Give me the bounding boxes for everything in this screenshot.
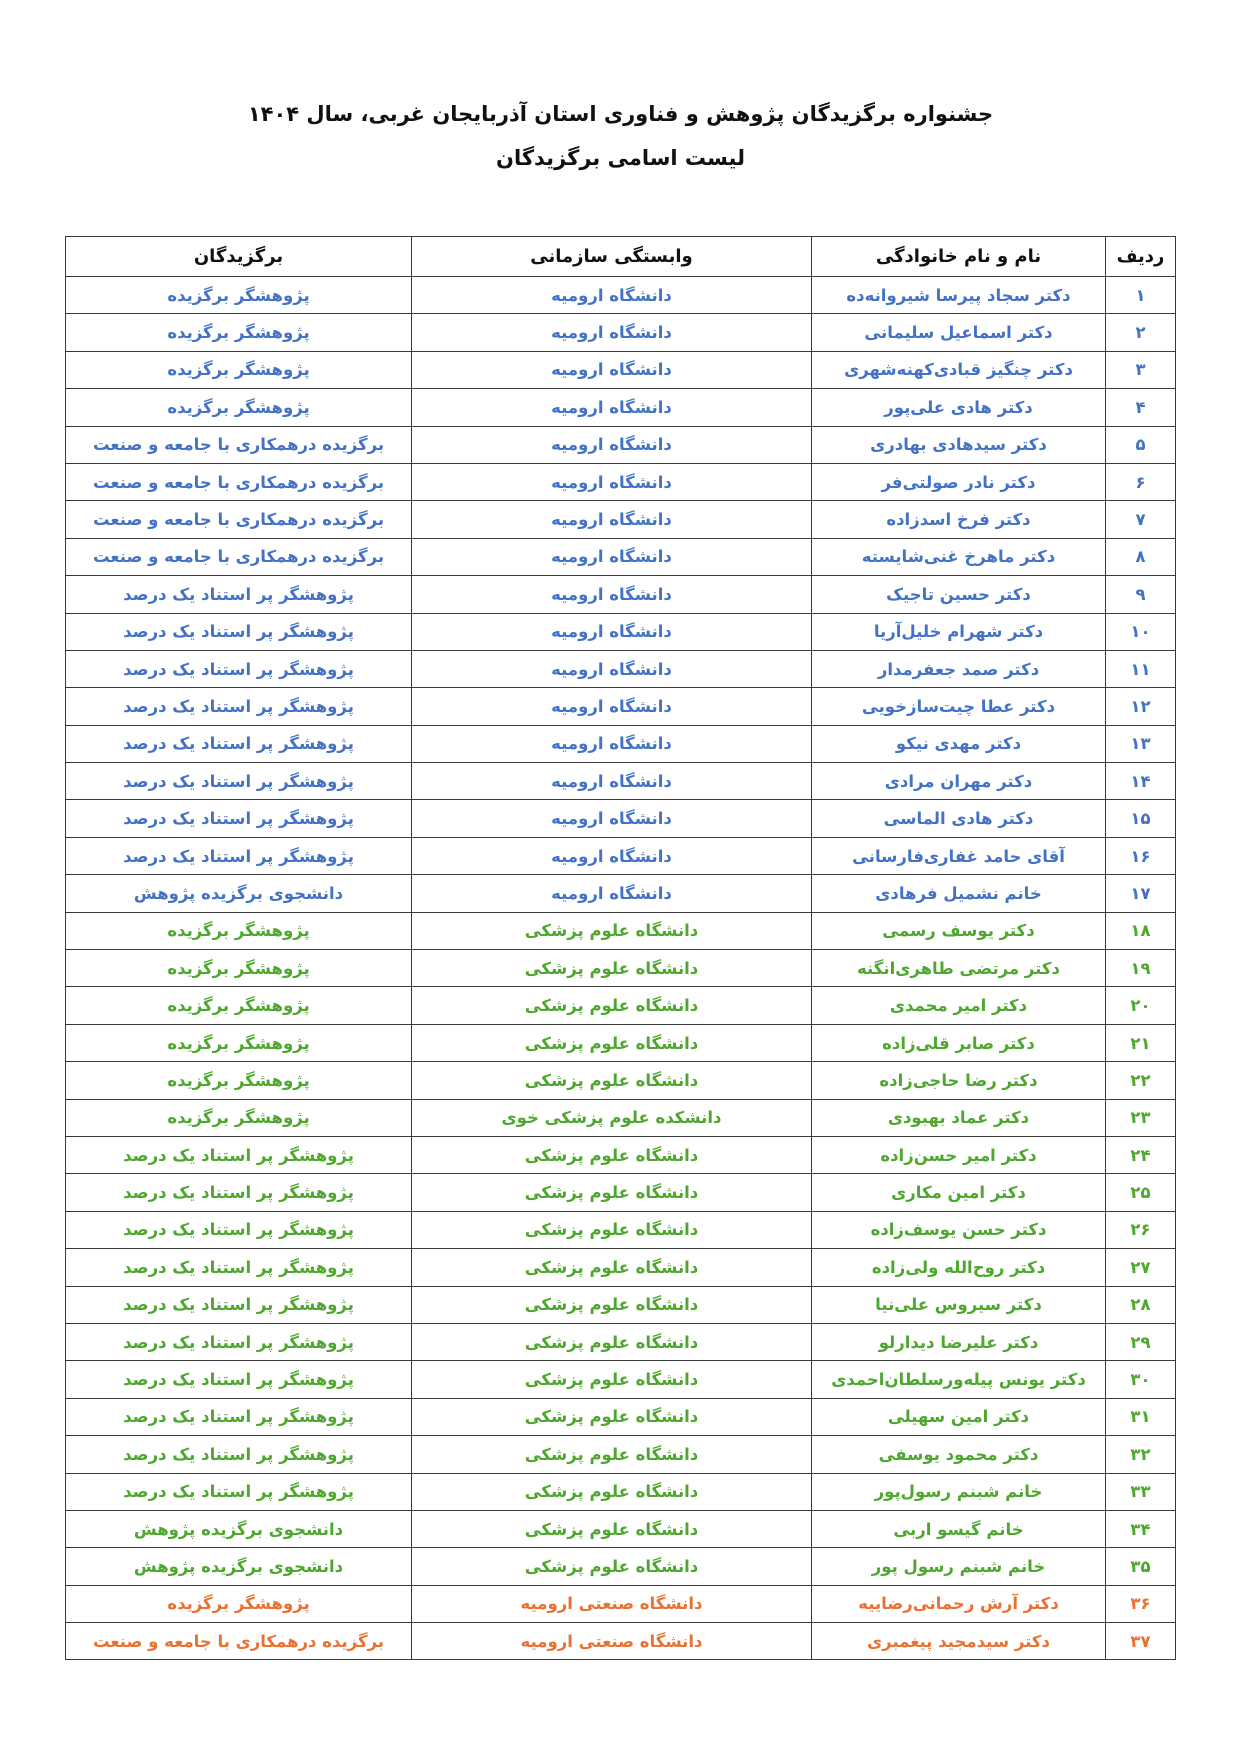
table-row <box>66 501 1176 538</box>
row-name-cell: دکتر امیر حسن‌زاده <box>812 1136 1106 1173</box>
table-row <box>66 837 1176 874</box>
table-row <box>66 1249 1176 1286</box>
row-award-cell: پژوهشگر پر استناد یک درصد <box>66 1323 412 1360</box>
table-row <box>66 1323 1176 1360</box>
column-header-index: ردیف <box>1106 237 1176 277</box>
row-index-cell: ۵ <box>1106 426 1176 463</box>
table-row <box>66 1211 1176 1248</box>
row-organization-cell: دانشگاه علوم پزشکی <box>412 1211 812 1248</box>
row-organization-cell: دانشگاه ارومیه <box>412 837 812 874</box>
row-organization-cell: دانشگاه علوم پزشکی <box>412 1024 812 1061</box>
row-name-cell: دکتر سیدهادی بهادری <box>812 426 1106 463</box>
row-organization-cell: دانشگاه علوم پزشکی <box>412 987 812 1024</box>
row-organization-cell: دانشگاه ارومیه <box>412 351 812 388</box>
row-index-cell: ۱۵ <box>1106 800 1176 837</box>
row-organization-cell: دانشگاه ارومیه <box>412 763 812 800</box>
table-row <box>66 1548 1176 1585</box>
row-award-cell: پژوهشگر پر استناد یک درصد <box>66 650 412 687</box>
row-award-cell: برگزیده درهمکاری با جامعه و صنعت <box>66 426 412 463</box>
row-name-cell: دکتر امین مکاری <box>812 1174 1106 1211</box>
row-name-cell: آقای حامد غفاری‌فارسانی <box>812 837 1106 874</box>
row-index-cell: ۳۶ <box>1106 1585 1176 1622</box>
row-index-cell: ۱ <box>1106 277 1176 314</box>
table-row <box>66 800 1176 837</box>
table-row <box>66 613 1176 650</box>
row-name-cell: دکتر هادی الماسی <box>812 800 1106 837</box>
row-award-cell: پژوهشگر برگزیده <box>66 912 412 949</box>
row-index-cell: ۶ <box>1106 463 1176 500</box>
row-award-cell: پژوهشگر پر استناد یک درصد <box>66 1211 412 1248</box>
row-name-cell: دکتر مهدی نیکو <box>812 725 1106 762</box>
row-award-cell: برگزیده درهمکاری با جامعه و صنعت <box>66 538 412 575</box>
table-row <box>66 1062 1176 1099</box>
row-award-cell: پژوهشگر پر استناد یک درصد <box>66 1361 412 1398</box>
row-award-cell: پژوهشگر پر استناد یک درصد <box>66 1286 412 1323</box>
row-name-cell: دکتر رضا حاجی‌زاده <box>812 1062 1106 1099</box>
row-index-cell: ۳۳ <box>1106 1473 1176 1510</box>
row-award-cell: پژوهشگر برگزیده <box>66 1585 412 1622</box>
column-header-award: برگزیدگان <box>66 237 412 277</box>
row-name-cell: دکتر سجاد پیرسا شیروانه‌ده <box>812 277 1106 314</box>
row-award-cell: پژوهشگر برگزیده <box>66 314 412 351</box>
table-row <box>66 688 1176 725</box>
row-award-cell: پژوهشگر پر استناد یک درصد <box>66 725 412 762</box>
row-organization-cell: دانشگاه علوم پزشکی <box>412 1510 812 1547</box>
column-header-name: نام و نام خانوادگی <box>812 237 1106 277</box>
row-index-cell: ۱۷ <box>1106 875 1176 912</box>
row-name-cell: دکتر یونس پیله‌ورسلطان‌احمدی <box>812 1361 1106 1398</box>
column-header-organization: وابستگی سازمانی <box>412 237 812 277</box>
row-name-cell: دکتر حسن یوسف‌زاده <box>812 1211 1106 1248</box>
table-body <box>66 277 1176 1660</box>
row-award-cell: پژوهشگر پر استناد یک درصد <box>66 763 412 800</box>
row-name-cell: دکتر چنگیز قبادی‌کهنه‌شهری <box>812 351 1106 388</box>
row-name-cell: دکتر عطا چیت‌سازخویی <box>812 688 1106 725</box>
table-row <box>66 538 1176 575</box>
table-row <box>66 987 1176 1024</box>
row-index-cell: ۲۸ <box>1106 1286 1176 1323</box>
table-row <box>66 1361 1176 1398</box>
row-award-cell: برگزیده درهمکاری با جامعه و صنعت <box>66 501 412 538</box>
row-name-cell: دکتر شهرام خلیل‌آریا <box>812 613 1106 650</box>
table-row <box>66 277 1176 314</box>
table-row <box>66 1136 1176 1173</box>
row-award-cell: پژوهشگر پر استناد یک درصد <box>66 1398 412 1435</box>
row-organization-cell: دانشگاه ارومیه <box>412 875 812 912</box>
row-award-cell: پژوهشگر برگزیده <box>66 351 412 388</box>
table-row <box>66 1398 1176 1435</box>
row-organization-cell: دانشگاه ارومیه <box>412 389 812 426</box>
row-award-cell: دانشجوی برگزیده پژوهش <box>66 875 412 912</box>
row-organization-cell: دانشگاه علوم پزشکی <box>412 1286 812 1323</box>
row-index-cell: ۸ <box>1106 538 1176 575</box>
row-name-cell: دکتر سیدمجید پیغمبری <box>812 1623 1106 1660</box>
row-index-cell: ۱۰ <box>1106 613 1176 650</box>
row-award-cell: پژوهشگر پر استناد یک درصد <box>66 1249 412 1286</box>
table-row <box>66 463 1176 500</box>
row-index-cell: ۳۲ <box>1106 1436 1176 1473</box>
row-award-cell: برگزیده درهمکاری با جامعه و صنعت <box>66 463 412 500</box>
row-index-cell: ۱۱ <box>1106 650 1176 687</box>
row-award-cell: دانشجوی برگزیده پژوهش <box>66 1510 412 1547</box>
table-row <box>66 1024 1176 1061</box>
table-header-row <box>66 237 1176 277</box>
row-organization-cell: دانشگاه ارومیه <box>412 800 812 837</box>
row-name-cell: دکتر محمود یوسفی <box>812 1436 1106 1473</box>
row-name-cell: دکتر امیر محمدی <box>812 987 1106 1024</box>
row-name-cell: خانم شبنم رسول‌پور <box>812 1473 1106 1510</box>
row-award-cell: پژوهشگر پر استناد یک درصد <box>66 613 412 650</box>
row-index-cell: ۲۴ <box>1106 1136 1176 1173</box>
row-index-cell: ۲۹ <box>1106 1323 1176 1360</box>
row-name-cell: دکتر نادر صولتی‌فر <box>812 463 1106 500</box>
row-name-cell: دکتر عماد بهبودی <box>812 1099 1106 1136</box>
row-index-cell: ۲۱ <box>1106 1024 1176 1061</box>
row-award-cell: برگزیده درهمکاری با جامعه و صنعت <box>66 1623 412 1660</box>
row-name-cell: دکتر روح‌الله ولی‌زاده <box>812 1249 1106 1286</box>
row-organization-cell: دانشگاه علوم پزشکی <box>412 1473 812 1510</box>
row-organization-cell: دانشگاه علوم پزشکی <box>412 1062 812 1099</box>
table-row <box>66 1286 1176 1323</box>
row-index-cell: ۱۹ <box>1106 950 1176 987</box>
row-index-cell: ۳۵ <box>1106 1548 1176 1585</box>
row-name-cell: دکتر علیرضا دیدارلو <box>812 1323 1106 1360</box>
row-name-cell: خانم نشمیل فرهادی <box>812 875 1106 912</box>
table-row <box>66 875 1176 912</box>
row-index-cell: ۲۳ <box>1106 1099 1176 1136</box>
table-row <box>66 650 1176 687</box>
row-index-cell: ۱۶ <box>1106 837 1176 874</box>
row-name-cell: دکتر سیروس علی‌نیا <box>812 1286 1106 1323</box>
row-name-cell: دکتر صمد جعفرمدار <box>812 650 1106 687</box>
winners-table <box>65 236 1176 1660</box>
row-organization-cell: دانشگاه ارومیه <box>412 501 812 538</box>
row-organization-cell: دانشگاه صنعتی ارومیه <box>412 1623 812 1660</box>
row-award-cell: پژوهشگر پر استناد یک درصد <box>66 688 412 725</box>
document-header <box>0 92 1241 180</box>
row-award-cell: پژوهشگر برگزیده <box>66 987 412 1024</box>
table-row <box>66 1623 1176 1660</box>
row-name-cell: خانم گیسو اربی <box>812 1510 1106 1547</box>
row-organization-cell: دانشگاه علوم پزشکی <box>412 1323 812 1360</box>
row-organization-cell: دانشگاه ارومیه <box>412 650 812 687</box>
row-organization-cell: دانشگاه علوم پزشکی <box>412 1361 812 1398</box>
row-organization-cell: دانشگاه صنعتی ارومیه <box>412 1585 812 1622</box>
row-award-cell: پژوهشگر برگزیده <box>66 389 412 426</box>
row-name-cell: دکتر ماهرخ غنی‌شایسته <box>812 538 1106 575</box>
row-name-cell: دکتر امین سهیلی <box>812 1398 1106 1435</box>
row-index-cell: ۳۴ <box>1106 1510 1176 1547</box>
row-organization-cell: دانشگاه ارومیه <box>412 314 812 351</box>
table-row <box>66 576 1176 613</box>
row-organization-cell: دانشگاه ارومیه <box>412 576 812 613</box>
row-award-cell: پژوهشگر برگزیده <box>66 1024 412 1061</box>
row-organization-cell: دانشکده علوم پزشکی خوی <box>412 1099 812 1136</box>
row-organization-cell: دانشگاه علوم پزشکی <box>412 1174 812 1211</box>
table-row <box>66 950 1176 987</box>
row-name-cell: خانم شبنم رسول پور <box>812 1548 1106 1585</box>
row-name-cell: دکتر حسین تاجیک <box>812 576 1106 613</box>
row-name-cell: دکتر فرخ اسدزاده <box>812 501 1106 538</box>
row-organization-cell: دانشگاه ارومیه <box>412 277 812 314</box>
row-index-cell: ۲۲ <box>1106 1062 1176 1099</box>
row-organization-cell: دانشگاه علوم پزشکی <box>412 1548 812 1585</box>
row-award-cell: پژوهشگر پر استناد یک درصد <box>66 1436 412 1473</box>
row-organization-cell: دانشگاه ارومیه <box>412 538 812 575</box>
row-award-cell: دانشجوی برگزیده پژوهش <box>66 1548 412 1585</box>
row-organization-cell: دانشگاه علوم پزشکی <box>412 950 812 987</box>
row-award-cell: پژوهشگر پر استناد یک درصد <box>66 800 412 837</box>
row-award-cell: پژوهشگر برگزیده <box>66 1062 412 1099</box>
table-row <box>66 912 1176 949</box>
row-index-cell: ۲۵ <box>1106 1174 1176 1211</box>
table-row <box>66 1099 1176 1136</box>
page-subtitle: لیست اسامی برگزیدگان <box>496 146 745 170</box>
table-row <box>66 1510 1176 1547</box>
page-title: جشنواره برگزیدگان پژوهش و فناوری استان آذربایجان غربی، سال ۱۴۰۴ <box>247 102 994 126</box>
table-row <box>66 1585 1176 1622</box>
table-row <box>66 1473 1176 1510</box>
row-award-cell: پژوهشگر پر استناد یک درصد <box>66 1174 412 1211</box>
row-organization-cell: دانشگاه ارومیه <box>412 725 812 762</box>
table-row <box>66 426 1176 463</box>
row-organization-cell: دانشگاه علوم پزشکی <box>412 1136 812 1173</box>
row-name-cell: دکتر اسماعیل سلیمانی <box>812 314 1106 351</box>
row-index-cell: ۴ <box>1106 389 1176 426</box>
table-row <box>66 1436 1176 1473</box>
table-row <box>66 1174 1176 1211</box>
row-organization-cell: دانشگاه ارومیه <box>412 426 812 463</box>
row-organization-cell: دانشگاه ارومیه <box>412 613 812 650</box>
table-row <box>66 314 1176 351</box>
row-award-cell: پژوهشگر پر استناد یک درصد <box>66 1473 412 1510</box>
row-organization-cell: دانشگاه علوم پزشکی <box>412 1398 812 1435</box>
row-name-cell: دکتر مهران مرادی <box>812 763 1106 800</box>
row-organization-cell: دانشگاه علوم پزشکی <box>412 1249 812 1286</box>
row-award-cell: پژوهشگر برگزیده <box>66 1099 412 1136</box>
row-index-cell: ۱۳ <box>1106 725 1176 762</box>
row-index-cell: ۳۷ <box>1106 1623 1176 1660</box>
row-index-cell: ۲ <box>1106 314 1176 351</box>
row-award-cell: پژوهشگر پر استناد یک درصد <box>66 576 412 613</box>
row-index-cell: ۱۸ <box>1106 912 1176 949</box>
row-name-cell: دکتر هادی علی‌پور <box>812 389 1106 426</box>
row-index-cell: ۲۰ <box>1106 987 1176 1024</box>
row-index-cell: ۹ <box>1106 576 1176 613</box>
row-name-cell: دکتر آرش رحمانی‌رضاییه <box>812 1585 1106 1622</box>
row-organization-cell: دانشگاه علوم پزشکی <box>412 1436 812 1473</box>
row-index-cell: ۲۷ <box>1106 1249 1176 1286</box>
row-index-cell: ۱۴ <box>1106 763 1176 800</box>
row-award-cell: پژوهشگر برگزیده <box>66 950 412 987</box>
row-organization-cell: دانشگاه ارومیه <box>412 688 812 725</box>
row-award-cell: پژوهشگر پر استناد یک درصد <box>66 837 412 874</box>
row-award-cell: پژوهشگر برگزیده <box>66 277 412 314</box>
row-index-cell: ۷ <box>1106 501 1176 538</box>
row-index-cell: ۳۱ <box>1106 1398 1176 1435</box>
row-index-cell: ۲۶ <box>1106 1211 1176 1248</box>
table-row <box>66 351 1176 388</box>
row-name-cell: دکتر مرتضی طاهری‌انگنه <box>812 950 1106 987</box>
row-index-cell: ۳ <box>1106 351 1176 388</box>
row-organization-cell: دانشگاه علوم پزشکی <box>412 912 812 949</box>
row-award-cell: پژوهشگر پر استناد یک درصد <box>66 1136 412 1173</box>
row-index-cell: ۱۲ <box>1106 688 1176 725</box>
table-row <box>66 763 1176 800</box>
row-index-cell: ۳۰ <box>1106 1361 1176 1398</box>
row-organization-cell: دانشگاه ارومیه <box>412 463 812 500</box>
table-row <box>66 389 1176 426</box>
table-row <box>66 725 1176 762</box>
row-name-cell: دکتر یوسف رسمی <box>812 912 1106 949</box>
row-name-cell: دکتر صابر قلی‌زاده <box>812 1024 1106 1061</box>
